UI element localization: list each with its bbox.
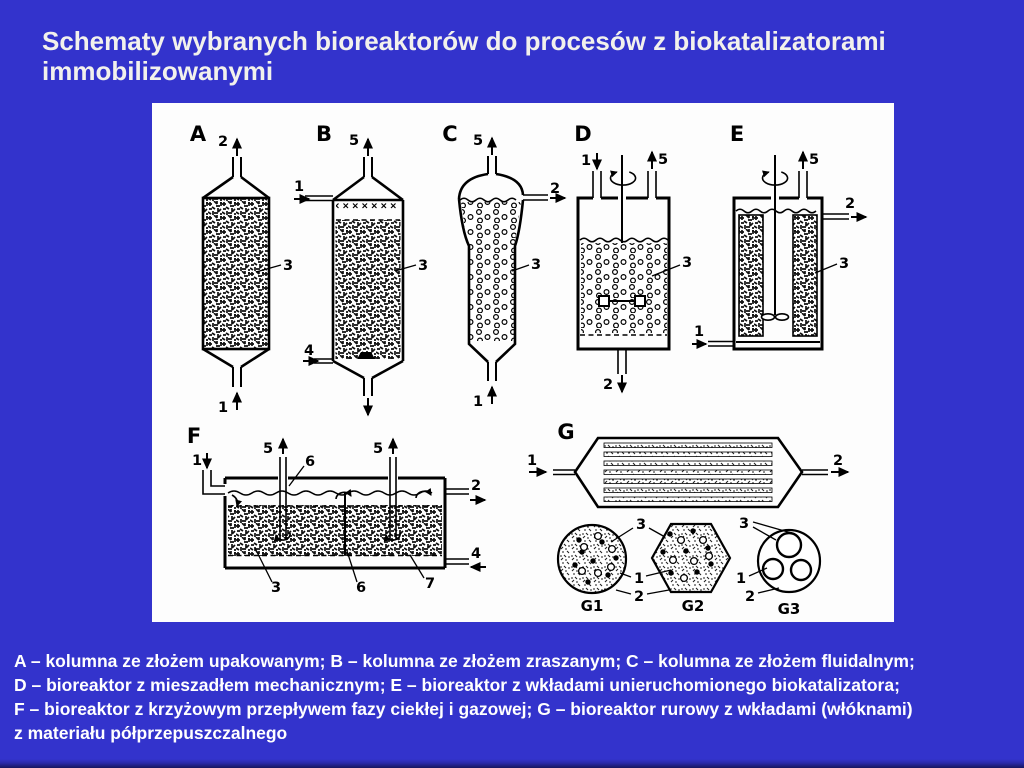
bottom-edge-strip (0, 759, 1024, 768)
d-aerated-contents (581, 243, 667, 333)
ring (700, 537, 707, 544)
g-inlet-pipe (553, 470, 575, 475)
figure-panel (152, 103, 894, 622)
a-bed-label: 3 (282, 258, 294, 274)
c-liquid-level (460, 198, 516, 202)
reactor-e-letter: E (729, 122, 745, 146)
reactor-a-letter: A (189, 122, 207, 146)
d-feed-pipe (593, 171, 601, 198)
dot (690, 528, 695, 533)
ring (678, 537, 685, 544)
f-packed-bed (228, 505, 442, 556)
b-packed-bed (336, 220, 401, 359)
f-liquid-level (228, 491, 432, 495)
slide-title-line2: immobilizowanymi (42, 56, 274, 86)
dot (667, 531, 672, 536)
g-fiber-bundle (604, 443, 772, 502)
c-bed-label: 3 (530, 257, 542, 273)
ring (706, 553, 713, 560)
e-propeller-right (776, 314, 789, 320)
g1-caption: G1 (580, 597, 604, 615)
d-rotation-arrow-icon (611, 172, 636, 185)
gx-core-label: 1 (633, 571, 645, 587)
g-outlet-pipe (802, 470, 828, 475)
c-outlet-pipe (523, 195, 548, 200)
e-feed-pipe (708, 342, 734, 347)
cross-section-g2 (652, 524, 730, 615)
g3-caption: G3 (777, 600, 801, 618)
a-bottom-shoulder (203, 349, 269, 367)
d-impeller-blade-right (635, 296, 645, 306)
g-fiber (604, 488, 772, 493)
f-tube-leader (289, 466, 304, 486)
e-outlet-label: 2 (844, 196, 856, 212)
a-inlet-label: 1 (217, 400, 229, 416)
reactor-c-letter: C (442, 122, 458, 146)
g3-core-label: 1 (735, 571, 747, 587)
f-vent-label-right: 5 (372, 441, 384, 457)
dot (694, 569, 699, 574)
a-outlet-label: 2 (217, 134, 229, 150)
d-drain-label: 2 (602, 377, 614, 393)
cross-section-g3 (736, 516, 820, 618)
d-vent-label: 5 (657, 152, 669, 168)
b-bottom-neck (364, 378, 372, 396)
reactor-d-letter: D (574, 122, 592, 146)
ring (608, 564, 615, 571)
c-inlet-label: 1 (472, 394, 484, 410)
g3-fiber-right (791, 560, 811, 580)
b-feed-label: 1 (293, 179, 305, 195)
f-feed-duct (203, 470, 225, 494)
b-sprinkler-row (336, 203, 400, 212)
e-insert-right (793, 215, 817, 336)
ring (595, 570, 602, 577)
f-vent-label-left: 5 (262, 441, 274, 457)
slide-title-line1: Schematy wybranych bioreaktorów do procesów z biokatalizatorami (42, 26, 886, 56)
b-bed-label: 3 (417, 258, 429, 274)
a-top-shoulder (203, 177, 269, 198)
e-outlet-pipe (822, 214, 849, 219)
g-inlet-label: 1 (526, 453, 538, 469)
dot (572, 562, 577, 567)
bioreactor-figure (152, 103, 894, 622)
b-vent-label: 5 (348, 133, 360, 149)
g3-shell-label: 2 (744, 589, 756, 605)
reactor-e-insert-tank (692, 122, 866, 349)
d-feed-label: 1 (580, 153, 592, 169)
ring (670, 557, 677, 564)
c-vent-label: 5 (472, 133, 484, 149)
ring (691, 558, 698, 565)
reactor-c-fluidized-bed-column (442, 122, 565, 410)
c-dome (459, 174, 523, 199)
reactor-f-letter: F (186, 424, 202, 448)
slide-title (42, 26, 886, 86)
ring (595, 533, 602, 540)
e-feed-label: 1 (693, 324, 705, 340)
caption-line-1: A – kolumna ze złożem upakowanym; B – kolumna ze złożem zraszanym; C – kolumna ze złożem fluidalnym; (14, 651, 915, 671)
reactor-f-crossflow (187, 424, 486, 596)
b-top-neck (364, 157, 372, 177)
ring (609, 546, 616, 553)
g-fiber (604, 479, 772, 484)
dot (683, 548, 688, 553)
dot (585, 579, 590, 584)
b-funnel-lid (333, 177, 403, 200)
d-drain-pipe (618, 349, 626, 374)
ring (579, 568, 586, 575)
g-fiber (604, 470, 772, 475)
caption-line-3: F – bioreaktor z krzyżowym przepływem fazy ciekłej i gazowej; G – bioreaktor rurowy z wkładami (włóknami) (14, 699, 913, 719)
dot (576, 537, 581, 542)
f-feed-label: 1 (191, 453, 203, 469)
g-fiber (604, 443, 772, 448)
dot (708, 561, 713, 566)
d-contents-label: 3 (681, 255, 693, 271)
b-gas-label: 4 (303, 343, 315, 359)
g3-fiber-top (777, 533, 801, 557)
f-liner-label: 7 (424, 576, 436, 592)
ring (581, 544, 588, 551)
g3-shell-leader (758, 588, 779, 593)
c-outlet-label: 2 (549, 181, 561, 197)
f-gas-pipe (445, 559, 469, 564)
a-bottom-neck (233, 367, 241, 387)
f-bed-label: 3 (270, 580, 282, 596)
f-baffle-label: 6 (355, 580, 367, 596)
d-liquid-level (580, 238, 668, 242)
dot (599, 539, 604, 544)
f-outlet-pipe (445, 489, 469, 494)
f-tube-label: 6 (304, 454, 316, 470)
dot (590, 558, 595, 563)
reactor-d-stirred-tank (574, 122, 692, 393)
ring (681, 575, 688, 582)
e-propeller-left (762, 314, 775, 320)
dot (660, 549, 665, 554)
e-insert-leader (815, 264, 837, 273)
reactor-a-packed-bed-column (190, 122, 293, 416)
reactor-g-letter: G (557, 420, 575, 444)
c-bottom-neck (488, 362, 496, 381)
caption-line-2: D – bioreaktor z mieszadłem mechanicznym; E – bioreaktor z wkładami unieruchomionego biokatalizatora; (14, 675, 900, 695)
e-vent-pipe (799, 171, 807, 198)
dot (705, 545, 710, 550)
dot (605, 572, 610, 577)
reactor-b-trickle-bed-column (294, 122, 428, 415)
g-fiber (604, 452, 772, 457)
e-insert-left (739, 215, 763, 336)
c-top-neck (488, 156, 496, 174)
g2-caption: G2 (681, 597, 705, 615)
reactor-g-tubular (527, 420, 848, 507)
g2-outline (652, 524, 730, 592)
b-bottom-cone (333, 361, 403, 378)
f-flow-curl-baffle (336, 492, 351, 499)
f-flow-curl-inlet (232, 495, 237, 506)
g3-fiber-label: 3 (738, 516, 750, 532)
dot (613, 555, 618, 560)
g-fiber (604, 461, 772, 466)
reactor-b-letter: B (315, 122, 333, 146)
gx-shell-label: 2 (633, 589, 645, 605)
e-vent-label: 5 (808, 152, 820, 168)
b-feed-pipe (305, 196, 333, 201)
g-fiber (604, 497, 772, 502)
d-impeller-blade-left (599, 296, 609, 306)
e-insert-label: 3 (838, 256, 850, 272)
a-packed-bed (203, 198, 269, 349)
f-gas-label: 4 (470, 546, 482, 562)
gx-fiber-label: 3 (635, 517, 647, 533)
figure-caption (14, 649, 1016, 745)
g-outlet-label: 2 (832, 453, 844, 469)
a-top-neck (233, 157, 241, 177)
caption-line-4: z materiału półprzepuszczalnego (14, 723, 288, 743)
d-vent-pipe (648, 171, 656, 198)
f-outlet-label: 2 (470, 478, 482, 494)
